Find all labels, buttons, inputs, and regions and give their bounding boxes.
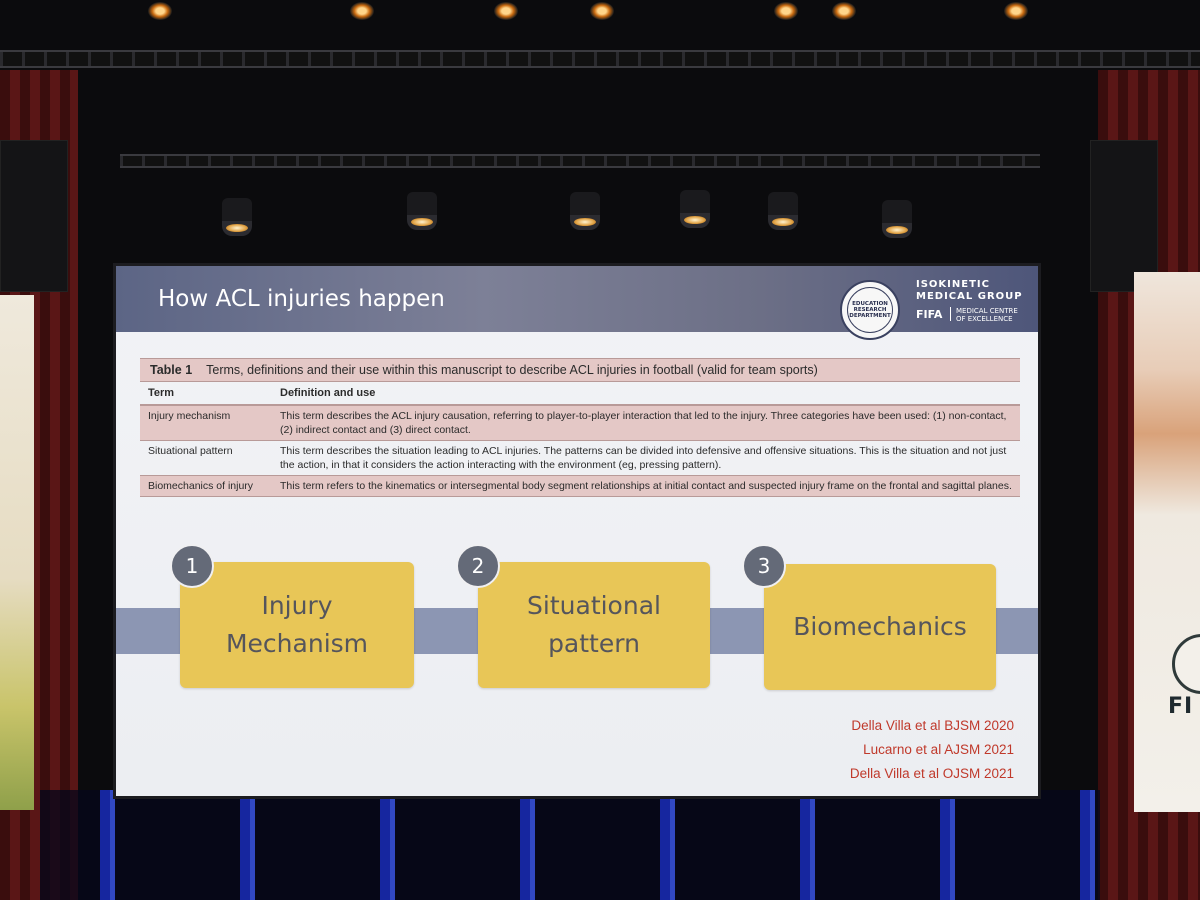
table-cell-definition: This term describes the ACL injury causation, referring to player-to-player interaction that led to the injury. Three categories have been used: (1) non-contact, (2) indirect contact and (3) direct contact. xyxy=(280,410,1007,436)
speaker-right xyxy=(1090,140,1158,292)
spotlight xyxy=(407,192,437,230)
step-label-line1: Injury xyxy=(261,591,333,620)
table-cell-term: Situational pattern xyxy=(148,445,233,457)
projected-slide xyxy=(116,266,1038,796)
step-box-situational-pattern xyxy=(478,562,710,688)
slide-title: How ACL injuries happen xyxy=(158,286,445,312)
slide-header xyxy=(116,266,1038,332)
reference-item: Della Villa et al OJSM 2021 xyxy=(849,766,1014,781)
step-label-line2: Mechanism xyxy=(225,629,369,658)
table-row xyxy=(140,475,1020,497)
stage-light xyxy=(590,2,614,20)
reference-item: Della Villa et al BJSM 2020 xyxy=(851,718,1014,733)
stage-banner-right xyxy=(1134,272,1200,812)
definitions-table xyxy=(140,358,1020,497)
table-header-term: Term xyxy=(148,387,175,399)
references xyxy=(850,714,1014,786)
step-label-line1: Situational xyxy=(527,591,661,620)
table-cell-term: Biomechanics of injury xyxy=(148,480,254,492)
table-cell-term: Injury mechanism xyxy=(148,410,231,422)
stage-light xyxy=(1004,2,1028,20)
seal-text: DEPARTMENT xyxy=(849,313,891,319)
step-label xyxy=(226,587,368,663)
step-number-badge: 2 xyxy=(456,544,500,588)
spotlight xyxy=(768,192,798,230)
step-label-line1: Biomechanics xyxy=(793,612,967,641)
step-number-badge: 3 xyxy=(742,544,786,588)
org-name-line1: ISOKINETIC xyxy=(916,279,990,290)
step-label xyxy=(793,608,967,646)
table-header-row xyxy=(140,382,1020,405)
table-cell-definition: This term refers to the kinematics or intersegmental body segment relationships at initial contact and suspected injury frame on the frontal and sagittal planes. xyxy=(280,480,1012,492)
table-row xyxy=(140,441,1020,475)
stage-light xyxy=(494,2,518,20)
lighting-truss-top xyxy=(0,50,1200,68)
coe-line1: MEDICAL CENTRE xyxy=(956,307,1018,315)
centre-of-excellence xyxy=(956,307,1018,323)
stage-banner-left xyxy=(0,295,34,810)
step-label xyxy=(527,587,661,663)
table-row xyxy=(140,405,1020,441)
lighting-truss-mid xyxy=(120,154,1040,168)
coe-line2: OF EXCELLENCE xyxy=(956,315,1013,323)
step-box-biomechanics xyxy=(764,564,996,690)
org-name-line2: MEDICAL GROUP xyxy=(916,291,1023,302)
seal-inner xyxy=(847,287,893,333)
table-cell-definition: This term describes the situation leading to ACL injuries. The patterns can be divided into defensive and offensive situations. This is the situation and not just the action, in that it considers the action interacting with the environment (eg, pressing pattern). xyxy=(280,445,1007,471)
spotlight xyxy=(222,198,252,236)
stage-light xyxy=(832,2,856,20)
stage-light xyxy=(350,2,374,20)
table-caption xyxy=(140,358,1020,382)
speaker-left xyxy=(0,140,68,292)
fifa-logo-text: FIFA xyxy=(916,308,943,321)
table-header-definition: Definition and use xyxy=(280,387,376,399)
spotlight xyxy=(680,190,710,228)
stage-light xyxy=(774,2,798,20)
org-name xyxy=(916,279,1023,303)
reference-item: Lucarno et al AJSM 2021 xyxy=(863,742,1014,757)
divider xyxy=(950,307,951,321)
table-caption-label: Table 1 xyxy=(150,363,193,377)
spotlight xyxy=(882,200,912,238)
blue-stage-lights xyxy=(40,790,1100,900)
education-research-seal-logo xyxy=(840,280,900,340)
step-box-injury-mechanism xyxy=(180,562,414,688)
seal-text: EDUCATION xyxy=(852,301,888,307)
banner-text: FI xyxy=(1168,694,1194,719)
step-label-line2: pattern xyxy=(548,629,640,658)
step-number-badge: 1 xyxy=(170,544,214,588)
seal-text: RESEARCH xyxy=(853,307,887,313)
stage-light xyxy=(148,2,172,20)
spotlight xyxy=(570,192,600,230)
table-caption-text: Terms, definitions and their use within this manuscript to describe ACL injuries in football (valid for team sports) xyxy=(206,363,818,377)
